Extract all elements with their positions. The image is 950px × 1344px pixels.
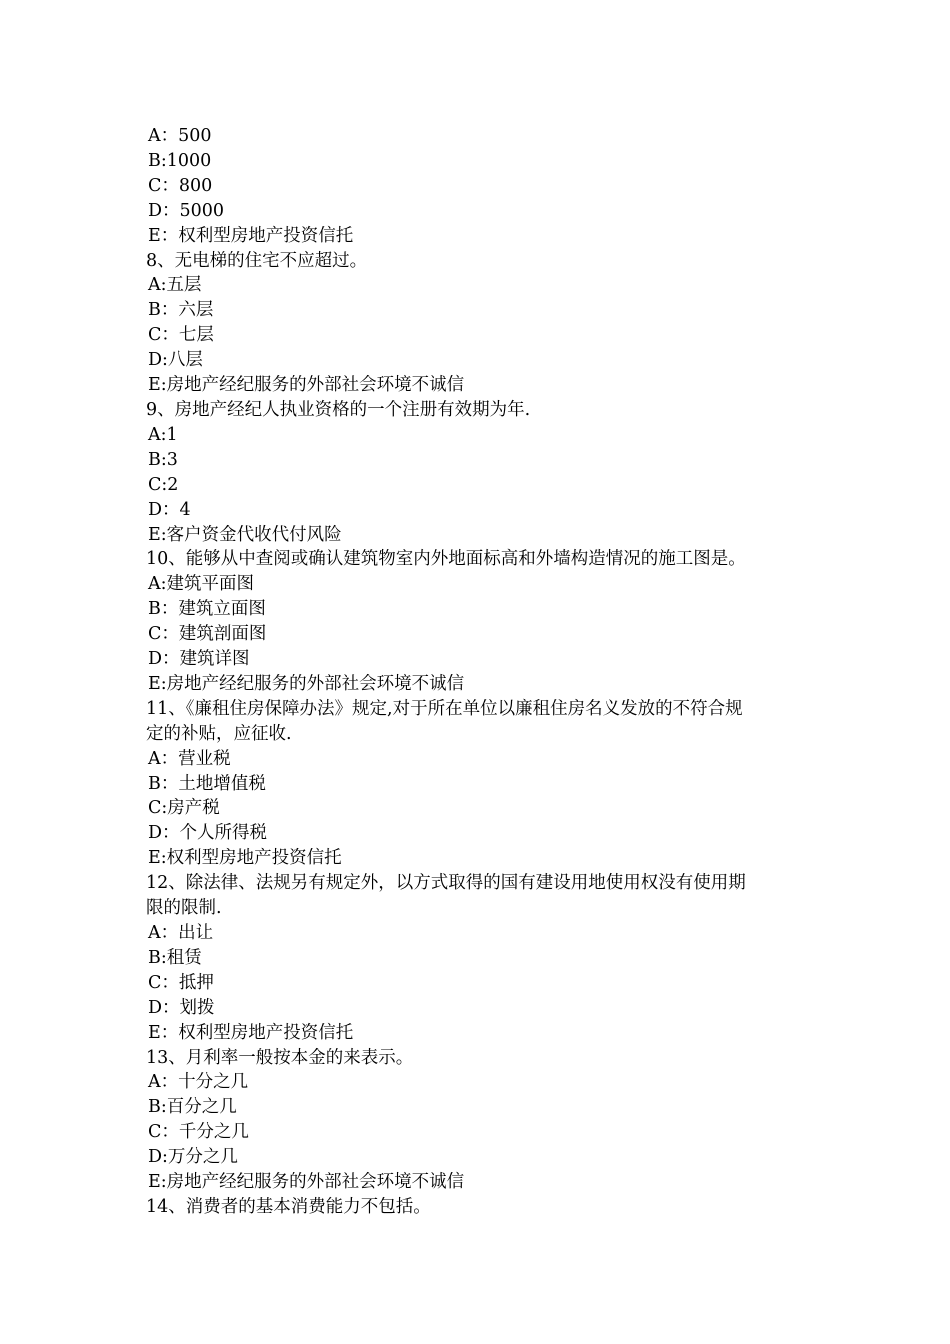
answer-option: A：十分之几	[148, 1072, 249, 1093]
answer-option: E:房地产经纪服务的外部社会环境不诚信	[148, 1172, 465, 1193]
answer-option: D：个人所得税	[148, 823, 268, 844]
answer-option: C：800	[148, 175, 213, 196]
answer-option: A:1	[148, 424, 178, 445]
answer-option: D:八层	[148, 350, 203, 371]
answer-option: E:房地产经纪服务的外部社会环境不诚信	[148, 673, 465, 694]
document-body	[146, 124, 826, 1220]
answer-option: A：营业税	[148, 748, 231, 769]
answer-option: C：抵押	[148, 972, 214, 993]
answer-option: C：七层	[148, 325, 214, 346]
answer-option: E：权利型房地产投资信托	[148, 1022, 354, 1043]
question-text: 9、房地产经纪人执业资格的一个注册有效期为年.	[146, 399, 531, 420]
answer-option: A：出让	[148, 923, 214, 943]
question-text: 8、无电梯的住宅不应超过。	[146, 250, 368, 271]
answer-option: D:万分之几	[148, 1147, 238, 1168]
answer-option: B:3	[148, 449, 178, 470]
answer-option: D：5000	[148, 200, 225, 221]
answer-option: B:百分之几	[148, 1097, 237, 1118]
answer-option: A:五层	[148, 275, 202, 296]
question-text: 限的限制.	[146, 898, 222, 919]
answer-option: C：千分之几	[148, 1122, 249, 1143]
answer-option: B：土地增值税	[148, 773, 266, 794]
answer-option: B:1000	[148, 150, 212, 171]
question-text: 11、《廉租住房保障办法》规定,对于所在单位以廉租住房名义发放的不符合规	[146, 698, 743, 719]
answer-option: E：权利型房地产投资信托	[148, 225, 354, 246]
answer-option: B：六层	[148, 300, 214, 321]
answer-option: E:房地产经纪服务的外部社会环境不诚信	[148, 375, 465, 396]
answer-option: B：建筑立面图	[148, 599, 266, 620]
answer-option: C：建筑剖面图	[148, 624, 267, 645]
answer-option: A:建筑平面图	[148, 574, 255, 595]
question-text: 10、能够从中查阅或确认建筑物室内外地面标高和外墙构造情况的施工图是。	[146, 549, 746, 570]
answer-option: C:2	[148, 474, 179, 495]
question-text: 14、消费者的基本消费能力不包括。	[146, 1196, 431, 1217]
question-text: 12、除法律、法规另有规定外，以方式取得的国有建设用地使用权没有使用期	[146, 873, 746, 894]
question-text: 定的补贴，应征收.	[146, 723, 292, 744]
question-text: 13、月利率一般按本金的来表示。	[146, 1047, 414, 1068]
answer-option: A：500	[148, 126, 212, 146]
answer-option: D：建筑详图	[148, 649, 250, 670]
answer-option: D：划拨	[148, 997, 215, 1018]
answer-option: C:房产税	[148, 798, 220, 819]
answer-option: E:权利型房地产投资信托	[148, 848, 342, 869]
answer-option: B:租赁	[148, 947, 202, 968]
answer-option: E:客户资金代收代付风险	[148, 524, 342, 545]
answer-option: D：4	[148, 499, 191, 520]
